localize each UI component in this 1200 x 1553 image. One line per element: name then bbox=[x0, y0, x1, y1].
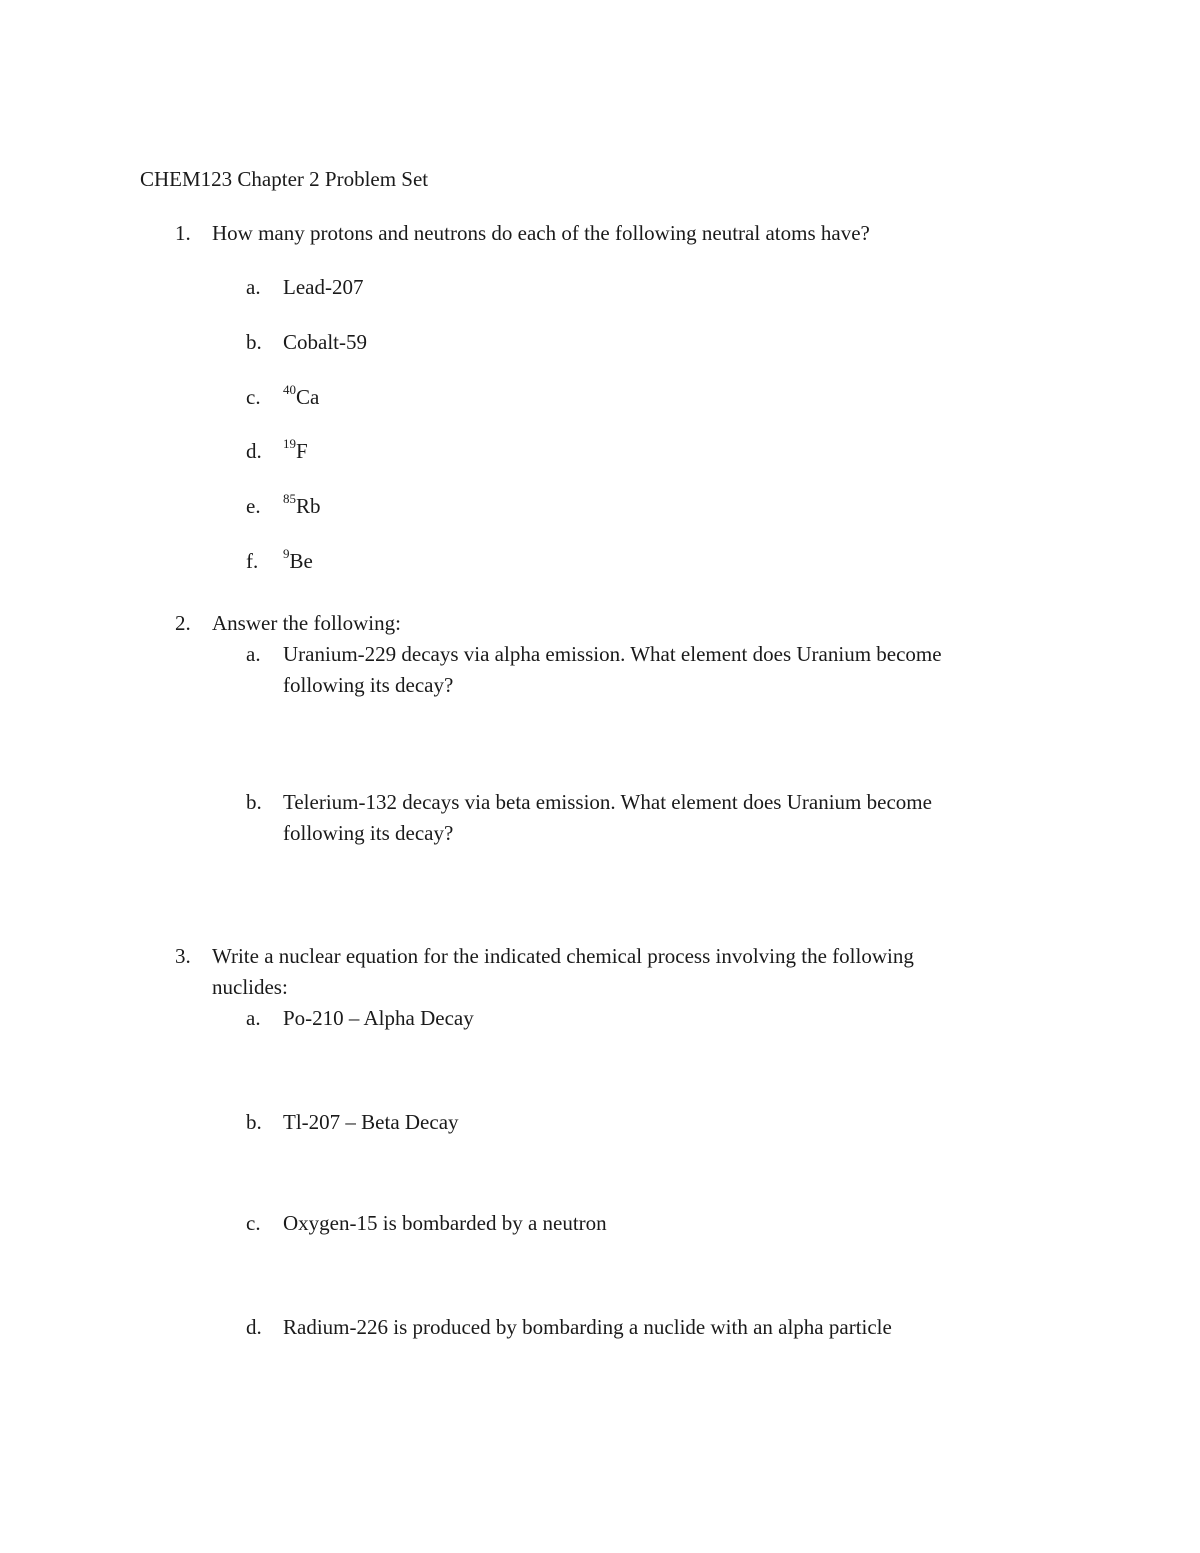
q1-item-d-isotope bbox=[283, 436, 308, 467]
q3-item-a-text: Po-210 – Alpha Decay bbox=[283, 1006, 474, 1030]
q3-item-a-letter: a. bbox=[246, 1006, 261, 1030]
q1-item-e-mass: 85 bbox=[283, 491, 296, 506]
q1-item-c-mass: 40 bbox=[283, 382, 296, 397]
question-3-line2: nuclides: bbox=[212, 975, 288, 999]
q1-item-d-mass: 19 bbox=[283, 436, 296, 451]
q1-item-e-symbol: Rb bbox=[296, 494, 321, 518]
q1-item-c-isotope bbox=[283, 382, 319, 413]
q1-item-f-symbol: Be bbox=[289, 549, 313, 573]
q3-item-b-letter: b. bbox=[246, 1110, 262, 1134]
question-3-number: 3. bbox=[175, 944, 191, 968]
q1-item-c-letter: c. bbox=[246, 385, 261, 409]
q2-item-b-line1: Telerium-132 decays via beta emission. What element does Uranium become bbox=[283, 790, 932, 814]
q2-item-b-line2: following its decay? bbox=[283, 821, 454, 845]
q1-item-d-symbol: F bbox=[296, 439, 308, 463]
q2-item-a-letter: a. bbox=[246, 642, 261, 666]
question-3-line1: Write a nuclear equation for the indicated chemical process involving the following bbox=[212, 944, 914, 968]
q3-item-d-text: Radium-226 is produced by bombarding a nuclide with an alpha particle bbox=[283, 1315, 892, 1339]
q1-item-b-letter: b. bbox=[246, 330, 262, 354]
question-1-number: 1. bbox=[175, 221, 191, 245]
q1-item-e-isotope bbox=[283, 491, 321, 522]
q2-item-a-line2: following its decay? bbox=[283, 673, 454, 697]
q1-item-a-letter: a. bbox=[246, 275, 261, 299]
q1-item-e-letter: e. bbox=[246, 494, 261, 518]
q3-item-d-letter: d. bbox=[246, 1315, 262, 1339]
page-title: CHEM123 Chapter 2 Problem Set bbox=[140, 167, 429, 191]
q1-item-a-text: Lead-207 bbox=[283, 275, 364, 299]
q1-item-f-letter: f. bbox=[246, 549, 259, 573]
q1-item-d-letter: d. bbox=[246, 439, 262, 463]
question-1-text: How many protons and neutrons do each of the following neutral atoms have? bbox=[212, 221, 870, 245]
q3-item-c-text: Oxygen-15 is bombarded by a neutron bbox=[283, 1211, 607, 1235]
question-2-text: Answer the following: bbox=[212, 611, 401, 635]
q1-item-b-text: Cobalt-59 bbox=[283, 330, 367, 354]
q1-item-f-isotope bbox=[283, 546, 313, 577]
q1-item-f-mass: 9 bbox=[283, 546, 290, 561]
q2-item-b-letter: b. bbox=[246, 790, 262, 814]
q3-item-b-text: Tl-207 – Beta Decay bbox=[283, 1110, 459, 1134]
q1-item-c-symbol: Ca bbox=[296, 385, 320, 409]
question-2-number: 2. bbox=[175, 611, 191, 635]
q3-item-c-letter: c. bbox=[246, 1211, 261, 1235]
q2-item-a-line1: Uranium-229 decays via alpha emission. What element does Uranium become bbox=[283, 642, 942, 666]
